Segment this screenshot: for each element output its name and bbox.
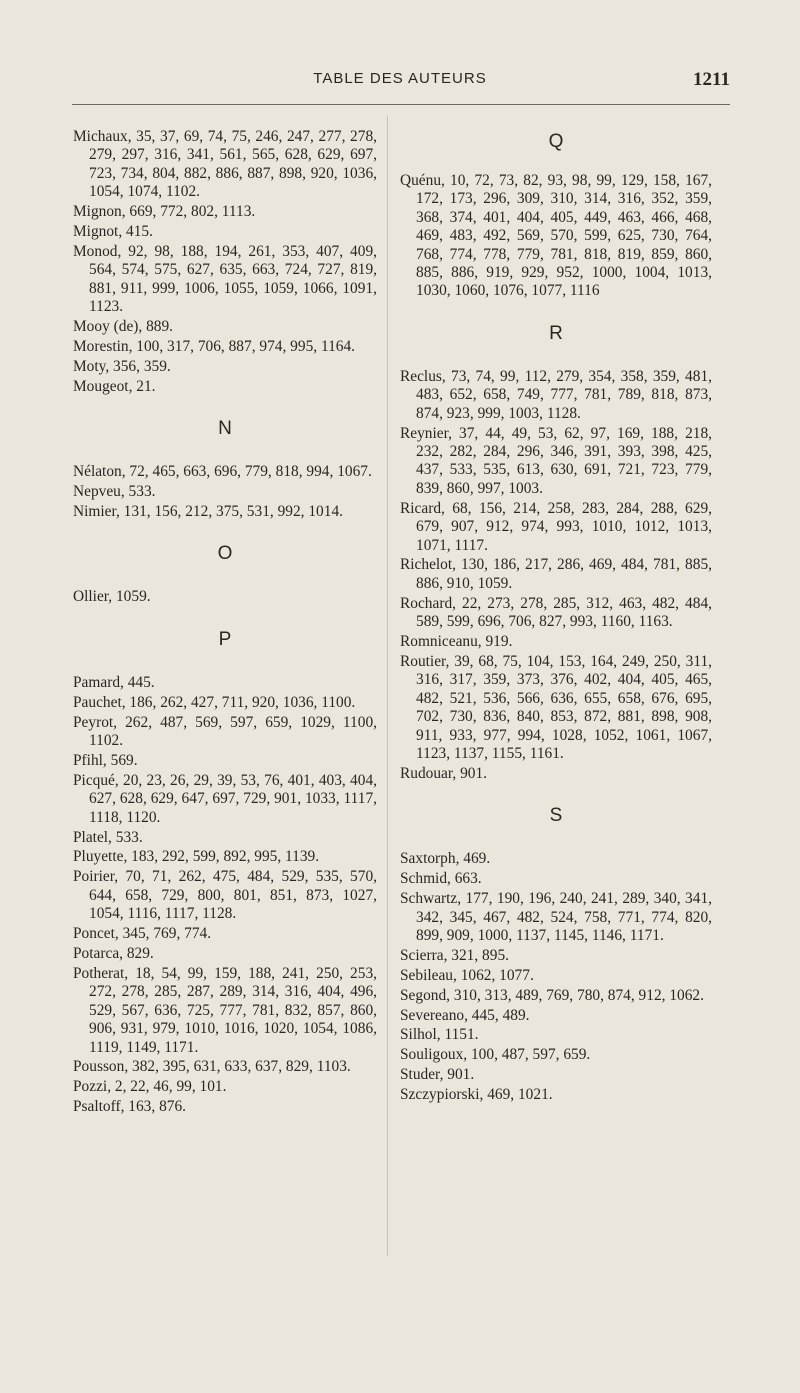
index-entry: Scierra, 321, 895. <box>400 946 509 964</box>
letter-heading-o: O <box>217 543 233 565</box>
index-entry: Moty, 356, 359. <box>73 357 171 375</box>
index-entry: Monod, 92, 98, 188, 194, 261, 353, 407, 409, 564, 574, 575, 627, 635, 663, 724, 727, 819, 881, 911, 999, 1006, 1055, 1059, 1066, 1091, 1123. <box>73 242 377 316</box>
index-entry: Platel, 533. <box>73 828 143 846</box>
index-entry: Pluyette, 183, 292, 599, 892, 995, 1139. <box>73 848 320 866</box>
section-r <box>400 368 712 783</box>
index-entry: Nimier, 131, 156, 212, 375, 531, 992, 1014. <box>73 503 343 520</box>
index-entry: Pozzi, 2, 22, 46, 99, 101. <box>73 1078 227 1096</box>
index-entry: Mougeot, 21. <box>73 377 156 395</box>
letter-heading-n: N <box>218 418 232 440</box>
index-entry: Szczypiorski, 469, 1021. <box>400 1086 553 1104</box>
index-entry: Michaux, 35, 37, 69, 74, 75, 246, 247, 277, 278, 279, 297, 316, 341, 561, 565, 628, 629, 697, 723, 734, 804, 882, 886, 887, 898, 920, 1036, 1054, 1074, 1102. <box>73 128 377 201</box>
section-p <box>73 674 377 1117</box>
section-n <box>73 463 377 521</box>
index-entry: Nélaton, 72, 465, 663, 696, 779, 818, 994, 1067. <box>73 463 372 481</box>
index-entry: Pauchet, 186, 262, 427, 711, 920, 1036, 1100. <box>73 693 356 711</box>
running-header-title: TABLE DES AUTEURS <box>313 70 487 87</box>
index-entry: Ollier, 1059. <box>73 588 151 606</box>
index-entry: Richelot, 130, 186, 217, 286, 469, 484, 781, 885, 886, 910, 1059. <box>400 556 712 592</box>
index-entry: Severeano, 445, 489. <box>400 1006 530 1024</box>
index-entry: Silhol, 1151. <box>400 1026 479 1044</box>
index-entry: Schmid, 663. <box>400 870 482 888</box>
index-entry: Romniceanu, 919. <box>400 633 513 651</box>
index-entry: Saxtorph, 469. <box>400 850 491 868</box>
section-s <box>400 850 712 1104</box>
index-entry: Souligoux, 100, 487, 597, 659. <box>400 1046 591 1064</box>
letter-heading-r: R <box>549 322 563 344</box>
index-entry: Psaltoff, 163, 876. <box>73 1098 187 1116</box>
index-entry: Mignot, 415. <box>73 223 153 241</box>
index-entry: Segond, 310, 313, 489, 769, 780, 874, 912, 1062. <box>400 986 704 1004</box>
index-entry: Mignon, 669, 772, 802, 1113. <box>73 203 256 221</box>
section-m <box>73 128 377 396</box>
index-entry: Routier, 39, 68, 75, 104, 153, 164, 249, 250, 311, 316, 317, 359, 373, 376, 402, 404, 405, 465, 482, 521, 536, 566, 636, 655, 658, 676, 695, 702, 730, 836, 840, 853, 872, 881, 898, 908, 911, 933, 977, 994, 1028, 1052, 1061, 1067, 1123, 1137, 1155, 1161. <box>400 652 712 762</box>
index-entry: Ricard, 68, 156, 214, 258, 283, 284, 288, 629, 679, 907, 912, 974, 993, 1010, 1012, 1013, 1071, 1117. <box>400 499 712 554</box>
index-entry: Picqué, 20, 23, 26, 29, 39, 53, 76, 401, 403, 404, 627, 628, 629, 647, 697, 729, 901, 1033, 1117, 1118, 1120. <box>73 771 377 826</box>
left-column <box>73 128 377 1118</box>
letter-heading-s: S <box>549 805 563 827</box>
index-entry: Peyrot, 262, 487, 569, 597, 659, 1029, 1100, 1102. <box>73 713 377 750</box>
header-rule <box>72 104 730 105</box>
column-divider <box>387 116 388 1256</box>
index-entry: Sebileau, 1062, 1077. <box>400 966 534 984</box>
index-entry: Pousson, 382, 395, 631, 633, 637, 829, 1103. <box>73 1058 351 1076</box>
index-entry: Poirier, 70, 71, 262, 475, 484, 529, 535, 570, 644, 658, 729, 800, 801, 851, 873, 1027, 1054, 1116, 1117, 1128. <box>73 868 377 923</box>
index-entry: Pfihl, 569. <box>73 751 138 769</box>
index-entry: Rudouar, 901. <box>400 764 488 782</box>
index-entry: Potherat, 18, 54, 99, 159, 188, 241, 250, 253, 272, 278, 285, 287, 289, 314, 316, 404, 496, 529, 567, 636, 725, 777, 781, 832, 857, 860, 906, 931, 979, 1010, 1016, 1020, 1054, 1086, 1119, 1149, 1171. <box>73 964 377 1056</box>
index-entry: Quénu, 10, 72, 73, 82, 93, 98, 99, 129, 158, 167, 172, 173, 296, 309, 310, 314, 316, 352, 359, 368, 374, 401, 404, 405, 449, 463, 466, 468, 469, 483, 492, 569, 570, 599, 625, 730, 764, 768, 774, 778, 779, 781, 818, 819, 859, 860, 885, 886, 919, 929, 952, 1000, 1004, 1013, 1030, 1060, 1076, 1077, 1116 <box>400 172 712 300</box>
index-entry: Potarca, 829. <box>73 945 154 962</box>
page-number: 1211 <box>693 69 730 90</box>
index-entry: Reynier, 37, 44, 49, 53, 62, 97, 169, 188, 218, 232, 282, 284, 296, 346, 391, 393, 398, 425, 437, 533, 535, 613, 630, 691, 721, 723, 779, 839, 860, 997, 1003. <box>400 424 712 497</box>
right-column <box>400 128 712 1106</box>
letter-heading-p: P <box>218 628 232 650</box>
index-entry: Schwartz, 177, 190, 196, 240, 241, 289, 340, 341, 342, 345, 467, 482, 524, 758, 771, 774, 820, 899, 909, 1000, 1137, 1145, 1146, 1171. <box>400 890 712 944</box>
index-entry: Reclus, 73, 74, 99, 112, 279, 354, 358, 359, 481, 483, 652, 658, 749, 777, 781, 789, 818, 873, 874, 923, 999, 1003, 1128. <box>400 367 712 422</box>
index-entry: Rochard, 22, 273, 278, 285, 312, 463, 482, 484, 589, 599, 696, 706, 827, 993, 1160, 1163. <box>400 594 712 631</box>
index-entry: Morestin, 100, 317, 706, 887, 974, 995, 1164. <box>73 337 356 355</box>
letter-heading-q: Q <box>548 131 564 152</box>
index-entry: Mooy (de), 889. <box>73 318 174 336</box>
index-entry: Studer, 901. <box>400 1066 475 1084</box>
section-o <box>73 588 377 606</box>
index-entry: Nepveu, 533. <box>73 483 156 501</box>
index-entry: Pamard, 445. <box>73 673 155 691</box>
section-q <box>400 172 712 301</box>
index-entry: Poncet, 345, 769, 774. <box>73 925 212 943</box>
